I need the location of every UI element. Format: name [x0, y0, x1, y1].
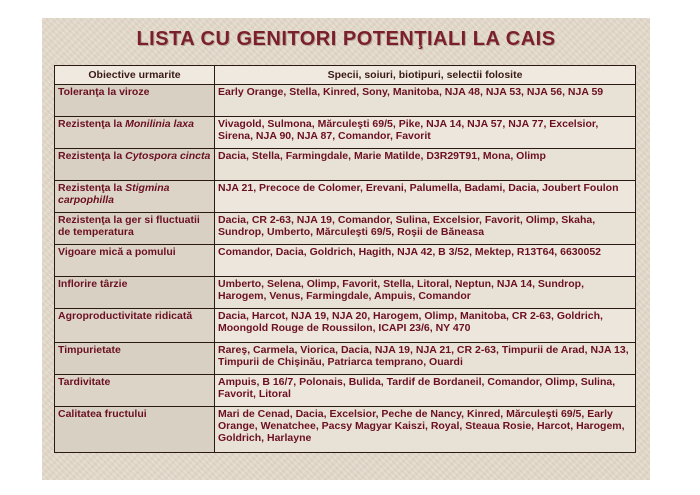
species-cell: Vivagold, Sulmona, Mărculeşti 69/5, Pike, NJA 14, NJA 57, NJA 77, Excelsior, Sirena, NJA 90, NJA 87, Comandor, Favorit: [215, 117, 636, 149]
table-row: [55, 85, 636, 117]
slide: [42, 18, 650, 480]
table-row: [55, 375, 636, 407]
objective-cell: Inflorire târzie: [55, 277, 215, 309]
objective-cell: Toleranţa la viroze: [55, 85, 215, 117]
table-row: [55, 277, 636, 309]
table-row: [55, 213, 636, 245]
genitori-table: [54, 65, 636, 453]
species-cell: Dacia, Harcot, NJA 19, NJA 20, Harogem, Olimp, Manitoba, CR 2-63, Goldrich, Moongold Rouge de Roussilon, ICAPI 23/6, NY 470: [215, 309, 636, 343]
species-cell: NJA 21, Precoce de Colomer, Erevani, Palumella, Badami, Dacia, Joubert Foulon: [215, 181, 636, 213]
table-header-row: [55, 66, 636, 85]
species-cell: Mari de Cenad, Dacia, Excelsior, Peche de Nancy, Kinred, Mărculeşti 69/5, Early Orange, Wenatchee, Pacsy Magyar Kaiszi, Royal, Steaua Rosie, Harcot, Harogem, Goldrich, Harlayne: [215, 407, 636, 453]
table-row: [55, 181, 636, 213]
species-cell: Comandor, Dacia, Goldrich, Hagith, NJA 42, B 3/52, Mektep, R13T64, 6630052: [215, 245, 636, 277]
objective-cell: Calitatea fructului: [55, 407, 215, 453]
table-row: [55, 343, 636, 375]
table-row: [55, 149, 636, 181]
objective-cell: Agroproductivitate ridicată: [55, 309, 215, 343]
objective-cell: Tardivitate: [55, 375, 215, 407]
objective-cell: [55, 117, 215, 149]
column-header-objective: Obiective urmarite: [55, 66, 215, 85]
objective-cell: Rezistenţa la ger si fluctuatii de temperatura: [55, 213, 215, 245]
species-cell: Early Orange, Stella, Kinred, Sony, Manitoba, NJA 48, NJA 53, NJA 56, NJA 59: [215, 85, 636, 117]
objective-cell: Vigoare mică a pomului: [55, 245, 215, 277]
species-cell: Dacia, Stella, Farmingdale, Marie Matilde, D3R29T91, Mona, Olimp: [215, 149, 636, 181]
page-title: LISTA CU GENITORI POTENŢIALI LA CAIS: [136, 28, 556, 50]
pathogen-name: Monilinia laxa: [125, 118, 194, 130]
objective-cell: Timpurietate: [55, 343, 215, 375]
species-cell: Umberto, Selena, Olimp, Favorit, Stella, Litoral, Neptun, NJA 14, Sundrop, Harogem, Venus, Farmingdale, Ampuis, Comandor: [215, 277, 636, 309]
objective-cell: [55, 149, 215, 181]
table-row: [55, 407, 636, 453]
species-cell: Rareş, Carmela, Viorica, Dacia, NJA 19, NJA 21, CR 2-63, Timpurii de Arad, NJA 13, Timpurii de Chişinău, Patriarca temprano, Ouardi: [215, 343, 636, 375]
table-row: [55, 309, 636, 343]
objective-prefix: Rezistenţa la: [58, 150, 126, 162]
objective-prefix: Rezistenţa la: [58, 118, 126, 130]
column-header-species: Specii, soiuri, biotipuri, selectii folosite: [215, 66, 636, 85]
species-cell: Dacia, CR 2-63, NJA 19, Comandor, Sulina, Excelsior, Favorit, Olimp, Skaha, Sundrop, Umberto, Mărculeşti 69/5, Roşii de Băneasa: [215, 213, 636, 245]
pathogen-name: Cytospora cincta: [125, 150, 211, 162]
objective-cell: [55, 181, 215, 213]
pathogen-name: Stigmina carpophilla: [58, 182, 170, 206]
table-row: [55, 245, 636, 277]
species-cell: Ampuis, B 16/7, Polonais, Bulida, Tardif de Bordaneil, Comandor, Olimp, Sulina, Favorit, Litoral: [215, 375, 636, 407]
objective-prefix: Rezistenţa la: [58, 182, 126, 194]
table-row: [55, 117, 636, 149]
